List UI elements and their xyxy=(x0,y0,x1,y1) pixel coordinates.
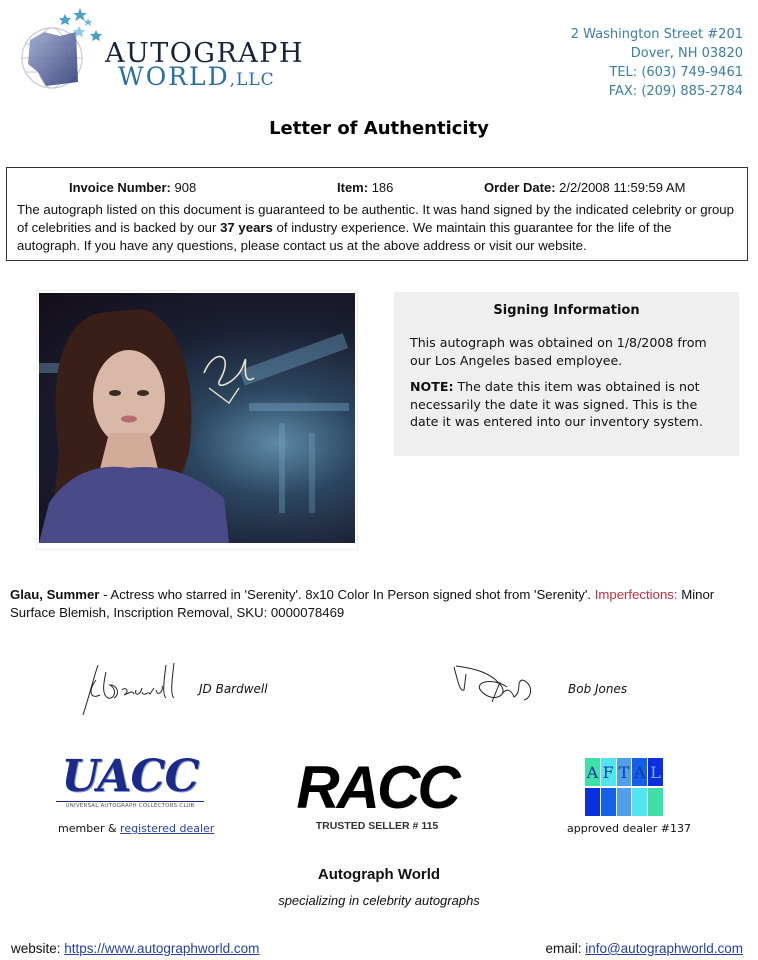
aftal-letter: L xyxy=(648,758,663,786)
globe-stars-icon xyxy=(10,2,110,92)
aftal-letter: A xyxy=(585,758,600,786)
uacc-logo-subtext: UNIVERSAL AUTOGRAPH COLLECTORS CLUB xyxy=(56,801,204,809)
address-line1: 2 Washington Street #201 xyxy=(570,27,743,42)
invoice-number: Invoice Number: 908 xyxy=(69,180,197,195)
racc-logo-text: RACC xyxy=(296,754,458,821)
aftal-letter: F xyxy=(601,758,616,786)
address-line2: Dover, NH 03820 xyxy=(630,46,743,61)
aftal-swatch xyxy=(617,788,632,816)
uacc-caption: member & registered dealer xyxy=(58,822,215,835)
signed-photo xyxy=(37,291,357,549)
imperfections-label: Imperfections: xyxy=(594,587,678,602)
email-link[interactable]: info@autographworld.com xyxy=(585,941,743,956)
celebrity-name: Glau, Summer xyxy=(10,587,100,602)
footer-tagline: specializing in celebrity autographs xyxy=(278,893,480,908)
aftal-letter: A xyxy=(632,758,647,786)
website-line: website: https://www.autographworld.com xyxy=(11,941,260,956)
item-number: Item: 186 xyxy=(337,180,394,195)
racc-logo xyxy=(292,756,462,836)
logo-line1: AUTOGRAPH xyxy=(105,38,305,69)
aftal-color-row xyxy=(585,788,663,816)
uacc-logo xyxy=(56,751,204,815)
email-line: email: info@autographworld.com xyxy=(545,941,743,956)
company-logo xyxy=(10,2,305,92)
obtained-text: This autograph was obtained on 1/8/2008 from our Los Angeles based employee. xyxy=(410,335,707,368)
signer-name-1: JD Bardwell xyxy=(199,682,268,696)
company-address xyxy=(571,25,743,101)
invoice-box xyxy=(6,167,748,261)
telephone: TEL: (603) 749-9461 xyxy=(609,65,743,80)
aftal-swatch xyxy=(632,788,647,816)
aftal-swatch xyxy=(648,788,663,816)
jd-bardwell-signature xyxy=(78,660,188,720)
note-text: NOTE: The date this item was obtained is not necessarily the date it was signed. This is the date it was entered into our inventory system. xyxy=(410,379,703,429)
uacc-logo-text: UACC xyxy=(61,751,199,802)
fax: FAX: (209) 885-2784 xyxy=(608,84,743,99)
signer-name-2: Bob Jones xyxy=(568,682,628,696)
registered-dealer-link[interactable]: registered dealer xyxy=(120,822,215,835)
footer-company-name: Autograph World xyxy=(317,866,441,883)
guarantee-text: The autograph listed on this document is guaranteed to be authentic. It was hand signed by the indicated celebrity or group of celebrities and is backed by our 37 years of industry experience. We maintain this guarantee for the life of the autograph. If you have any questions, please contact us at the above address or visit our website. xyxy=(17,202,734,253)
aftal-logo xyxy=(585,758,663,816)
order-date: Order Date: 2/2/2008 11:59:59 AM xyxy=(484,180,686,195)
photo-image xyxy=(39,293,355,543)
racc-trusted-seller: TRUSTED SELLER # 115 xyxy=(315,820,439,832)
website-link[interactable]: https://www.autographworld.com xyxy=(64,941,260,956)
logo-line2: WORLD,LLC xyxy=(118,62,275,91)
aftal-swatch xyxy=(601,788,616,816)
aftal-caption: approved dealer #137 xyxy=(567,822,692,835)
aftal-swatch xyxy=(585,788,600,816)
aftal-letter: T xyxy=(617,758,632,786)
aftal-letters-row xyxy=(585,758,663,786)
item-description: Glau, Summer - Actress who starred in 'Serenity'. 8x10 Color In Person signed shot from 'Serenity'. Imperfections: Minor Surface Blemish, Inscription Removal, SKU: 0000078469 xyxy=(10,587,715,620)
invoice-row xyxy=(17,168,737,198)
bob-jones-signature xyxy=(452,662,542,712)
signing-heading: Signing Information xyxy=(493,303,640,318)
page-title: Letter of Authenticity xyxy=(269,118,489,139)
signing-information-panel xyxy=(394,292,739,456)
